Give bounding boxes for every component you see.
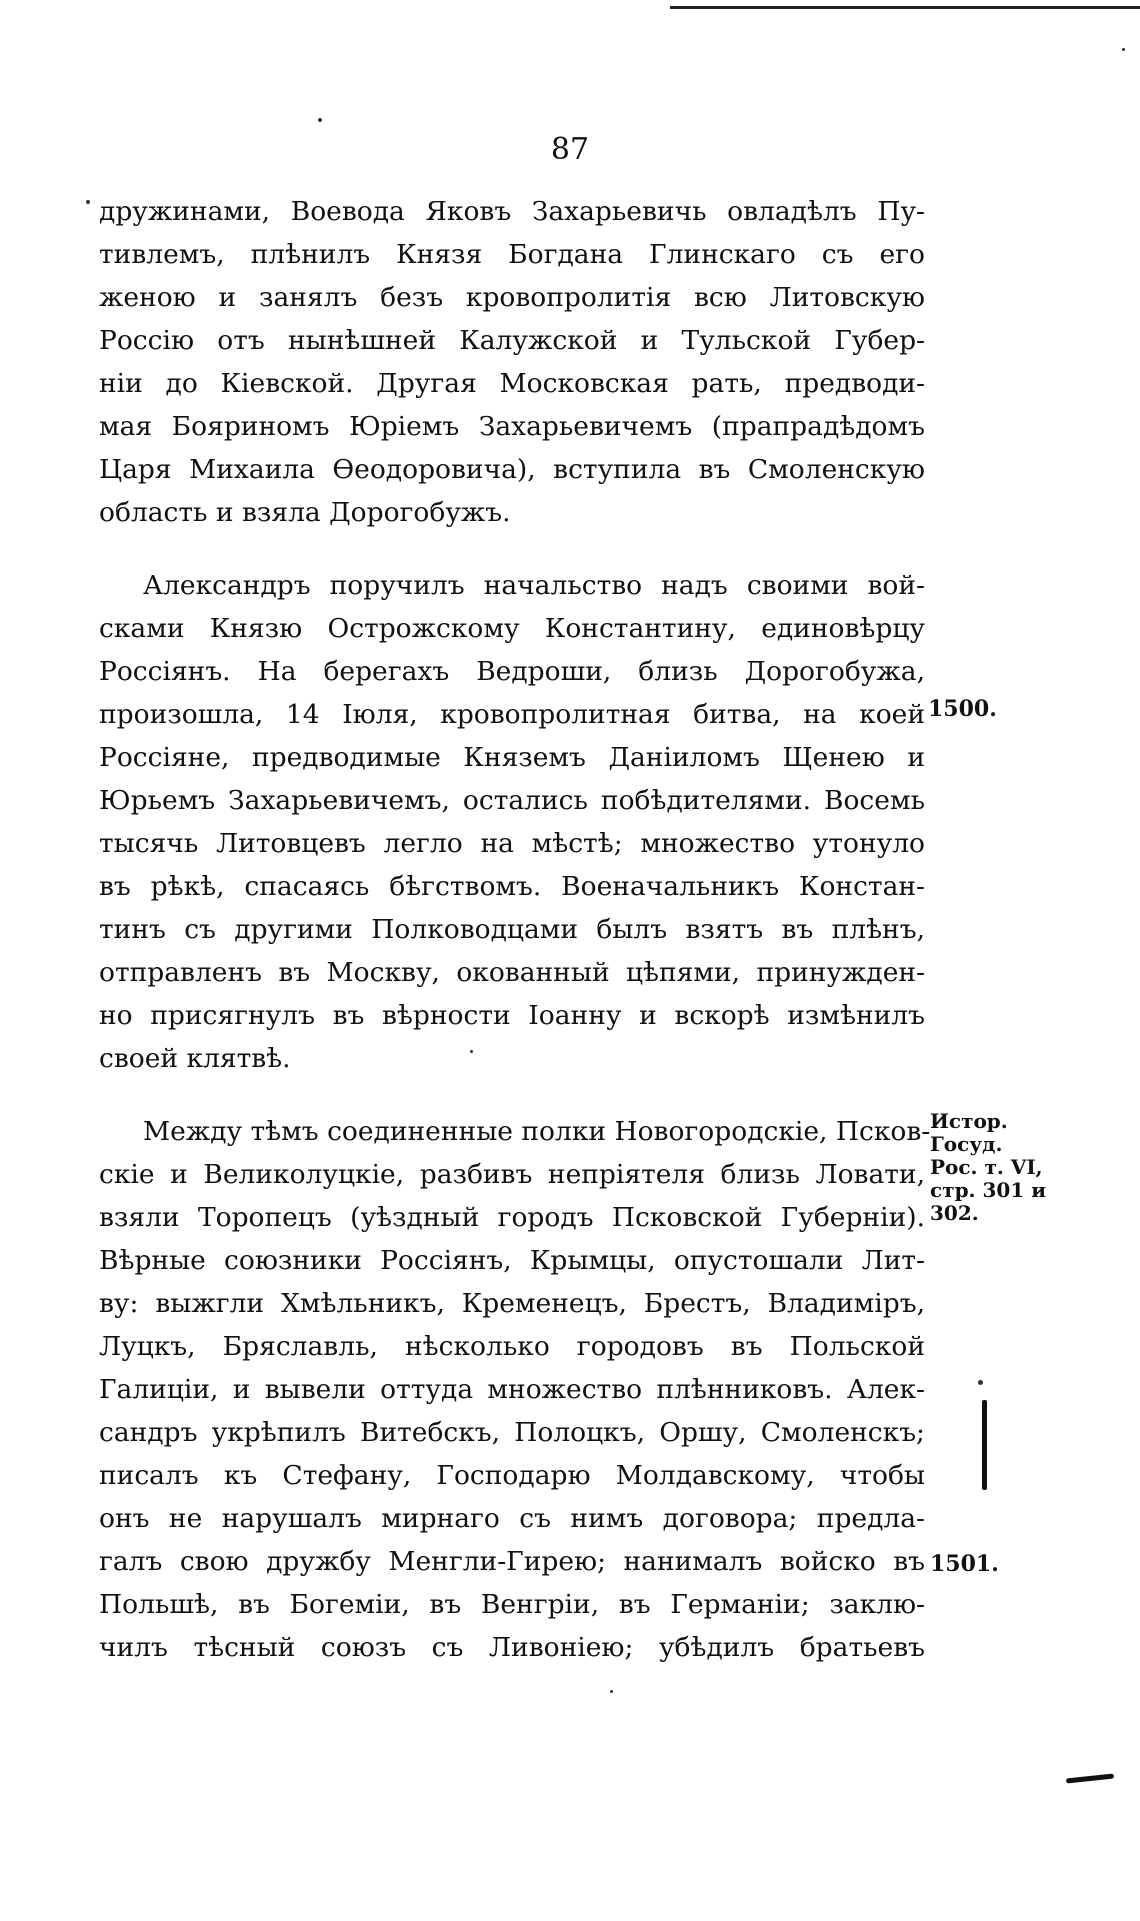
print-speck — [978, 1380, 983, 1385]
text-line: Между тѣмъ соединенные полки Новогородскіе, Псков- — [143, 1116, 931, 1147]
print-speck — [610, 1690, 613, 1693]
margin-note-year-1501: 1501. — [930, 1551, 999, 1577]
paragraph-1 — [99, 190, 925, 534]
text-line: своей клятвѣ. — [99, 1043, 291, 1074]
margin-note-source — [930, 1110, 1046, 1225]
text-line: Вѣрные союзники Россіянъ, Крымцы, опустошали Лит- — [99, 1245, 925, 1276]
text-line: дружинами, Воевода Яковъ Захарьевичь овладѣлъ Пу- — [99, 196, 925, 227]
text-line: Царя Михаила Ѳеодоровича), вступила въ Смоленскую — [99, 454, 925, 485]
text-column — [99, 190, 931, 1669]
print-speck — [1122, 48, 1125, 51]
text-line: Луцкъ, Бряславль, нѣсколько городовъ въ Польской — [99, 1331, 925, 1362]
text-line: чилъ тѣсный союзъ съ Ливоніею; убѣдилъ братьевъ — [99, 1632, 925, 1663]
paragraph-2 — [99, 564, 925, 1080]
margin-note-source-line: стр. 301 и — [930, 1178, 1047, 1202]
margin-note-source-line: Рос. т. VI, — [930, 1155, 1043, 1179]
text-line: галъ свою дружбу Менгли-Гирею; нанималъ войско въ — [99, 1546, 925, 1577]
text-line: произошла, 14 Іюля, кровопролитная битва, на коей — [99, 699, 925, 730]
page-top-rule — [670, 6, 1140, 9]
print-speck — [470, 1050, 473, 1053]
print-speck — [86, 200, 90, 204]
text-line: отправленъ въ Москву, окованный цѣпями, принужден- — [99, 957, 925, 988]
text-line: ніи до Кіевской. Другая Московская рать, предводи- — [99, 368, 925, 399]
text-line: сандръ укрѣпилъ Витебскъ, Полоцкъ, Оршу, Смоленскъ; — [99, 1417, 925, 1448]
margin-note-source-line: Госуд. — [930, 1132, 1003, 1156]
margin-bar-mark — [982, 1400, 987, 1490]
margin-note-year-1500: 1500. — [928, 696, 997, 722]
text-line: Галиціи, и вывели оттуда множество плѣнниковъ. Алек- — [99, 1374, 925, 1405]
text-line: тысячь Литовцевъ легло на мѣстѣ; множество утонуло — [99, 828, 925, 859]
paragraph-3 — [99, 1110, 931, 1669]
text-line: мая Бояриномъ Юріемъ Захарьевичемъ (прапрадѣдомъ — [99, 411, 925, 442]
text-line: но присягнулъ въ вѣрности Іоанну и вскорѣ измѣнилъ — [99, 1000, 925, 1031]
text-line: ву: выжгли Хмѣльникъ, Кременецъ, Брестъ, Владиміръ, — [99, 1288, 925, 1319]
text-line: Россіяне, предводимые Княземъ Даніиломъ Щенею и — [99, 742, 925, 773]
text-line: взяли Торопецъ (уѣздный городъ Псковской Губерніи). — [99, 1202, 925, 1233]
text-line: женою и занялъ безъ кровопролитія всю Литовскую — [99, 282, 925, 313]
text-line: сками Князю Острожскому Константину, единовѣрцу — [99, 613, 925, 644]
text-line: Россію отъ нынѣшней Калужской и Тульской Губер- — [99, 325, 925, 356]
text-line: Юрьемъ Захарьевичемъ, остались побѣдителями. Восемь — [99, 785, 925, 816]
margin-dash-mark — [1066, 1774, 1114, 1784]
text-line: въ рѣкѣ, спасаясь бѣгствомъ. Военачальникъ Констан- — [99, 871, 925, 902]
margin-note-source-line: Истор. — [930, 1109, 1008, 1133]
text-line: скіе и Великолуцкіе, разбивъ непріятеля близь Ловати, — [99, 1159, 925, 1190]
text-line: область и взяла Дорогобужъ. — [99, 497, 511, 528]
page-number: 87 — [550, 132, 590, 167]
text-line: тинъ съ другими Полководцами былъ взятъ въ плѣнъ, — [99, 914, 925, 945]
text-line: Россіянъ. На берегахъ Ведроши, близь Дорогобужа, — [99, 656, 925, 687]
text-line: Польшѣ, въ Богеміи, въ Венгріи, въ Германіи; заклю- — [99, 1589, 925, 1620]
text-line: онъ не нарушалъ мирнаго съ нимъ договора; предла- — [99, 1503, 925, 1534]
text-line: писалъ къ Стефану, Господарю Молдавскому, чтобы — [99, 1460, 925, 1491]
print-speck — [318, 118, 322, 122]
margin-note-source-line: 302. — [930, 1201, 979, 1225]
text-line: Александръ поручилъ начальство надъ своими вой- — [143, 570, 925, 601]
text-line: тивлемъ, плѣнилъ Князя Богдана Глинскаго съ его — [99, 239, 925, 270]
